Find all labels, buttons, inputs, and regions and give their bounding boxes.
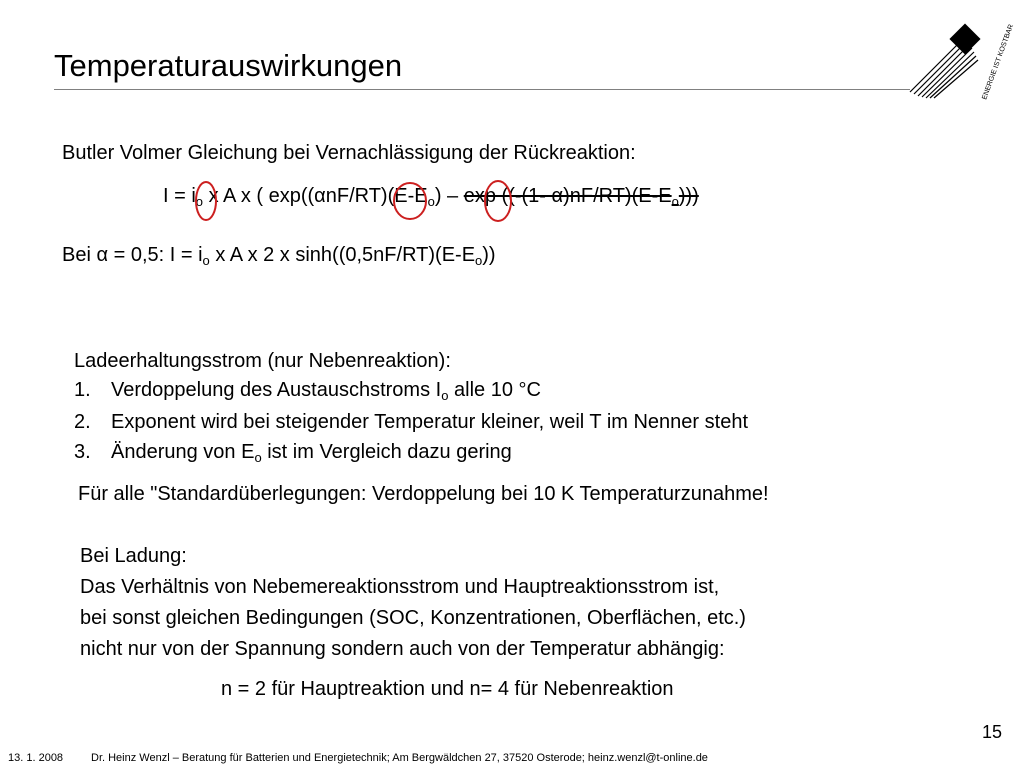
paragraph-line: nicht nur von der Spannung sondern auch von der Temperatur abhängig: — [80, 638, 725, 660]
intro-text: Butler Volmer Gleichung bei Vernachlässigung der Rückreaktion: — [62, 142, 636, 164]
charging-paragraph — [80, 541, 746, 665]
rule-of-thumb: Für alle "Standardüberlegungen: Verdoppelung bei 10 K Temperaturzunahme! — [78, 483, 769, 505]
sinh-equation: Bei α = 0,5: $I = i_o$ x A x 2 x $\sinh((0,5nF/RT)(E-E_o))$ — [62, 244, 496, 268]
float-current-heading: Ladeerhaltungsstrom (nur Nebenreaktion): — [74, 350, 451, 372]
slide-title: Temperaturauswirkungen — [54, 48, 403, 83]
n-value-equation: n = 2 für Hauptreaktion und n= 4 für Nebenreaktion — [221, 678, 674, 700]
logo-wordmark: ENERGIE IST KOSTBAR — [981, 23, 1016, 101]
paragraph-line: Das Verhältnis von Nebemereaktionsstrom und Hauptreaktionsstrom ist, — [80, 576, 720, 598]
paragraph-line: Bei Ladung: — [80, 545, 187, 567]
struck-back-reaction-term: exp ((-(1- $\alpha)nF/RT)(E-E_o)$)) — [463, 185, 699, 209]
list-item: 1. Verdoppelung des Austauschstroms $I_o$ alle 10 °C — [74, 379, 541, 403]
title-divider — [54, 89, 910, 90]
butler-volmer-equation: $I = i_o$ x A x ( $\exp((\alpha nF/RT)(E-E_o)$ – exp ((-(1- $\alpha)nF/RT)(E-E_o)$)) — [163, 185, 699, 209]
page-number: 15 — [981, 722, 1002, 742]
footer-date: 13. 1. 2008 — [8, 752, 64, 764]
list-item: 2. Exponent wird bei steigender Temperatur kleiner, weil T im Nenner steht — [74, 411, 749, 433]
footer-author: Dr. Heinz Wenzl – Beratung für Batterien und Energietechnik; Am Bergwäldchen 27, 37520 Osterode; heinz.wenzl@t-online.de — [91, 752, 708, 764]
paragraph-line: bei sonst gleichen Bedingungen (SOC, Konzentrationen, Oberflächen, etc.) — [80, 607, 746, 629]
energie-ist-kostbar-logo — [904, 22, 1016, 102]
list-item: 3. Änderung von $E_o$ ist im Vergleich dazu gering — [74, 441, 512, 465]
